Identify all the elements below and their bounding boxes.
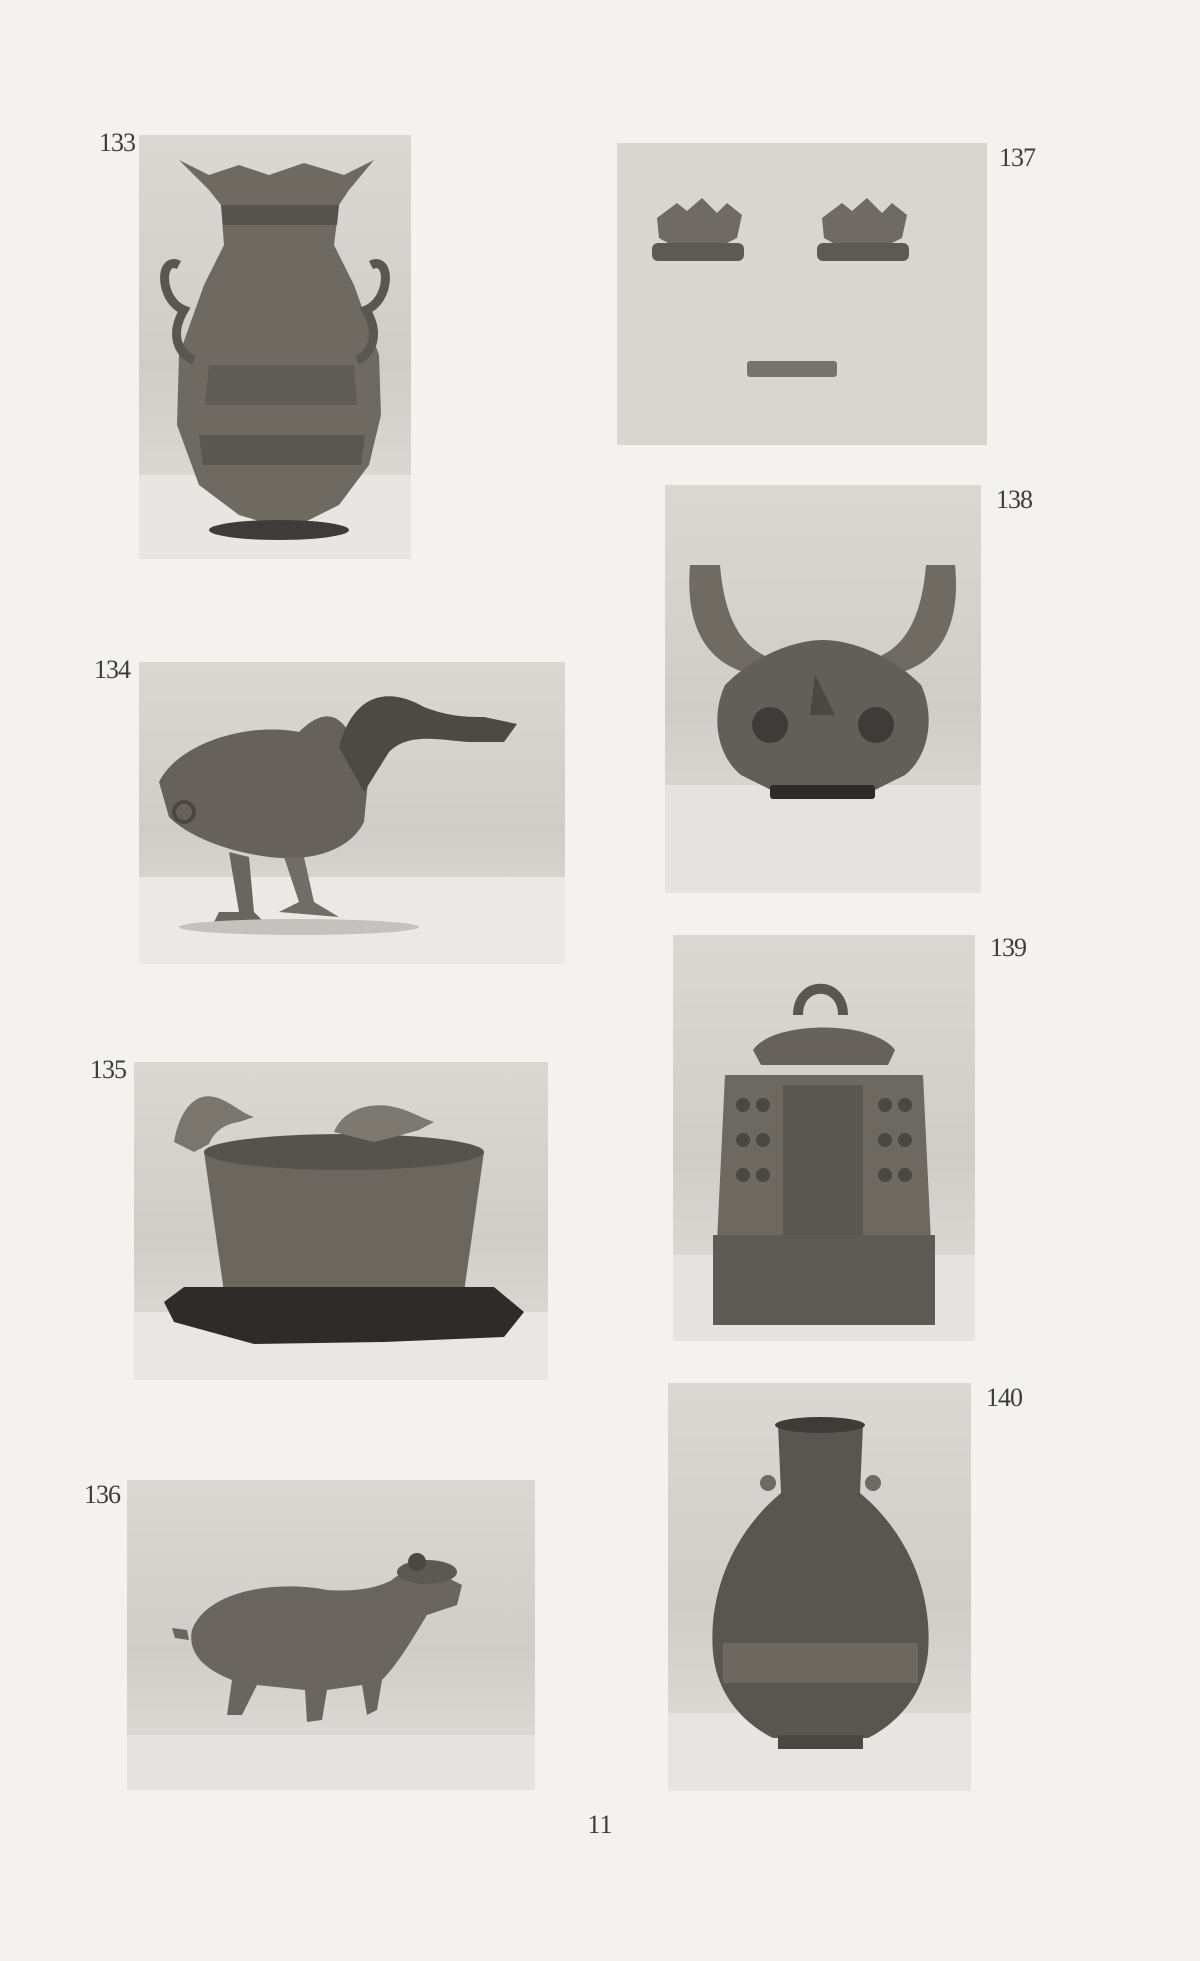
bell-icon [673, 935, 975, 1341]
fittings-icon [617, 143, 987, 445]
plate-140-image [668, 1383, 971, 1791]
plate-138-image [665, 485, 981, 893]
plate-number-138: 138 [996, 485, 1032, 514]
hu-vase-icon [139, 135, 411, 559]
plate-134-image [139, 662, 565, 964]
plate-number-136: 136 [84, 1480, 120, 1509]
plate-number-139: 139 [990, 933, 1026, 962]
plate-135-image [134, 1062, 548, 1380]
page-number: 11 [587, 1810, 613, 1839]
plate-number-140: 140 [986, 1383, 1022, 1412]
bird-vessel-icon [139, 662, 565, 964]
plate-number-135: 135 [90, 1055, 126, 1084]
pear-vase-icon [668, 1383, 971, 1791]
plate-137-image [617, 143, 987, 445]
basin-icon [134, 1062, 548, 1380]
animal-figure-icon [127, 1480, 535, 1790]
plate-number-134: 134 [94, 655, 130, 684]
plate-136-image [127, 1480, 535, 1790]
horned-mask-icon [665, 485, 981, 893]
plate-133-image [139, 135, 411, 559]
plate-number-137: 137 [999, 143, 1035, 172]
plate-number-133: 133 [99, 128, 135, 157]
plate-139-image [673, 935, 975, 1341]
